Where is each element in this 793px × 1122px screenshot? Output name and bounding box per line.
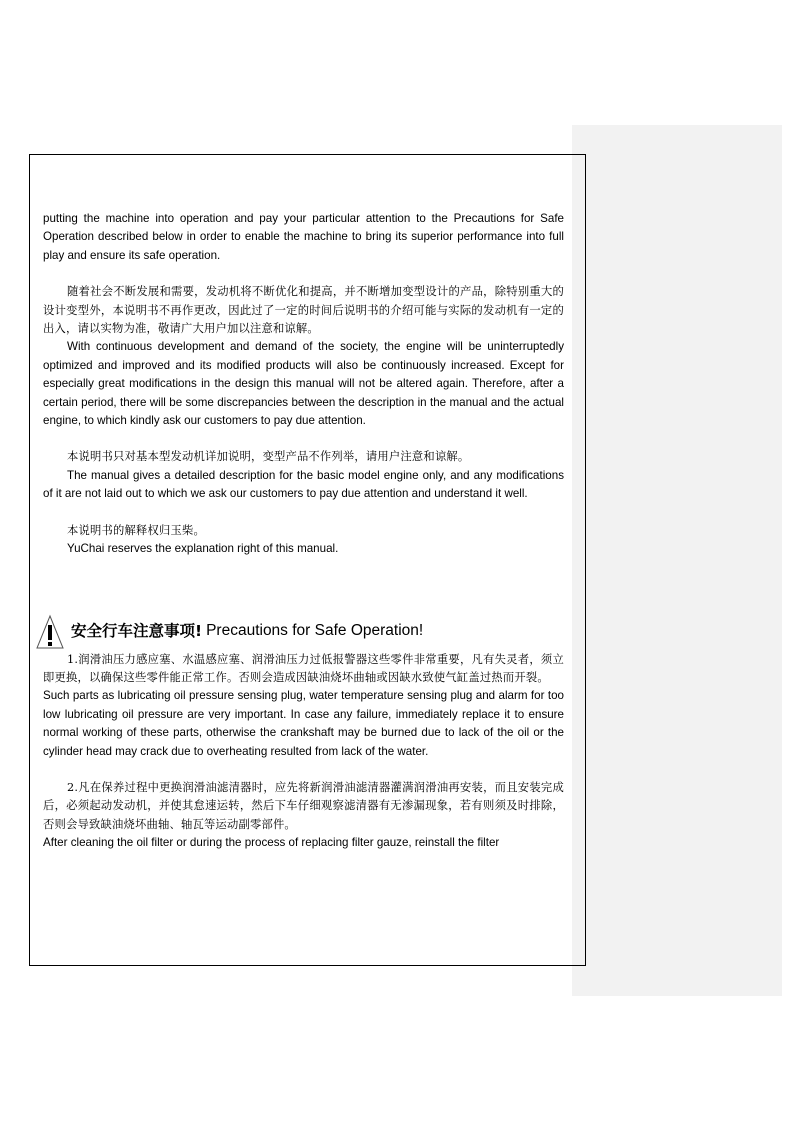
page-content	[43, 210, 564, 853]
precaution-item-2-en: After cleaning the oil filter or during the process of replacing filter gauze, reinstall the filter	[43, 836, 500, 850]
section-title-cn: 安全行车注意事项!	[71, 622, 203, 641]
section-heading	[35, 613, 564, 651]
explanation-right-cn: 本说明书的解释权归玉柴。	[67, 523, 205, 537]
precaution-item-1-en: Such parts as lubricating oil pressure sensing plug, water temperature sensing plug and alarm for too low lubricating oil pressure are very important. In case any failure, immediately replace it to ensure normal working of these parts, otherwise the crankshaft may be burned due to lack of the oil or the cylinder head may crack due to overheating resulted from lack of the water.	[43, 689, 564, 758]
intro-paragraph: putting the machine into operation and pay your particular attention to the Precautions for Safe Operation described below in order to enable the machine to bring its superior performance into full play and ensure its safe operation.	[43, 212, 564, 262]
basic-model-paragraph-en: The manual gives a detailed description for the basic model engine only, and any modifications of it are not laid out to which we ask our customers to pay due attention and understand it well.	[43, 468, 564, 501]
explanation-right-en: YuChai reserves the explanation right of this manual.	[67, 542, 339, 556]
comment-pane	[572, 125, 782, 996]
precaution-item-2-cn: 2.凡在保养过程中更换润滑油滤清器时，应先将新润滑油滤清器灌满润滑油再安装，而且安装完成后，必须起动发动机，并使其怠速运转，然后下车仔细观察滤清器有无渗漏现象，若有则须及时排除，否则会导致缺油烧坏曲轴、轴瓦等运动副零部件。	[43, 780, 564, 831]
warning-triangle-icon	[35, 614, 65, 650]
basic-model-paragraph-cn: 本说明书只对基本型发动机详加说明，变型产品不作列举，请用户注意和谅解。	[67, 450, 470, 464]
discrepancy-paragraph-cn: 随着社会不断发展和需要，发动机将不断优化和提高，并不断增加变型设计的产品，除特别重大的设计变型外，本说明书不再作更改，因此过了一定的时间后说明书的介绍可能与实际的发动机有一定的出入，请以实物为准，敬请广大用户加以注意和谅解。	[43, 285, 564, 336]
precaution-item-1-cn: 1.润滑油压力感应塞、水温感应塞、润滑油压力过低报警器这些零件非常重要，凡有失灵者，须立即更换，以确保这些零件能正常工作。否则会造成因缺油烧坏曲轴或因缺水致使气缸盖过热而开裂。	[43, 652, 564, 684]
discrepancy-paragraph-en: With continuous development and demand of the society, the engine will be uninterruptedly optimized and improved and its modified products will also be continuously increased. Except for especially great modifications in the design this manual will not be altered again. Therefore, after a certain period, there will be some discrepancies between the description in the manual and the actual engine, to which kindly ask our customers to pay due attention.	[43, 340, 564, 428]
section-title-en: Precautions for Safe Operation!	[206, 622, 424, 640]
